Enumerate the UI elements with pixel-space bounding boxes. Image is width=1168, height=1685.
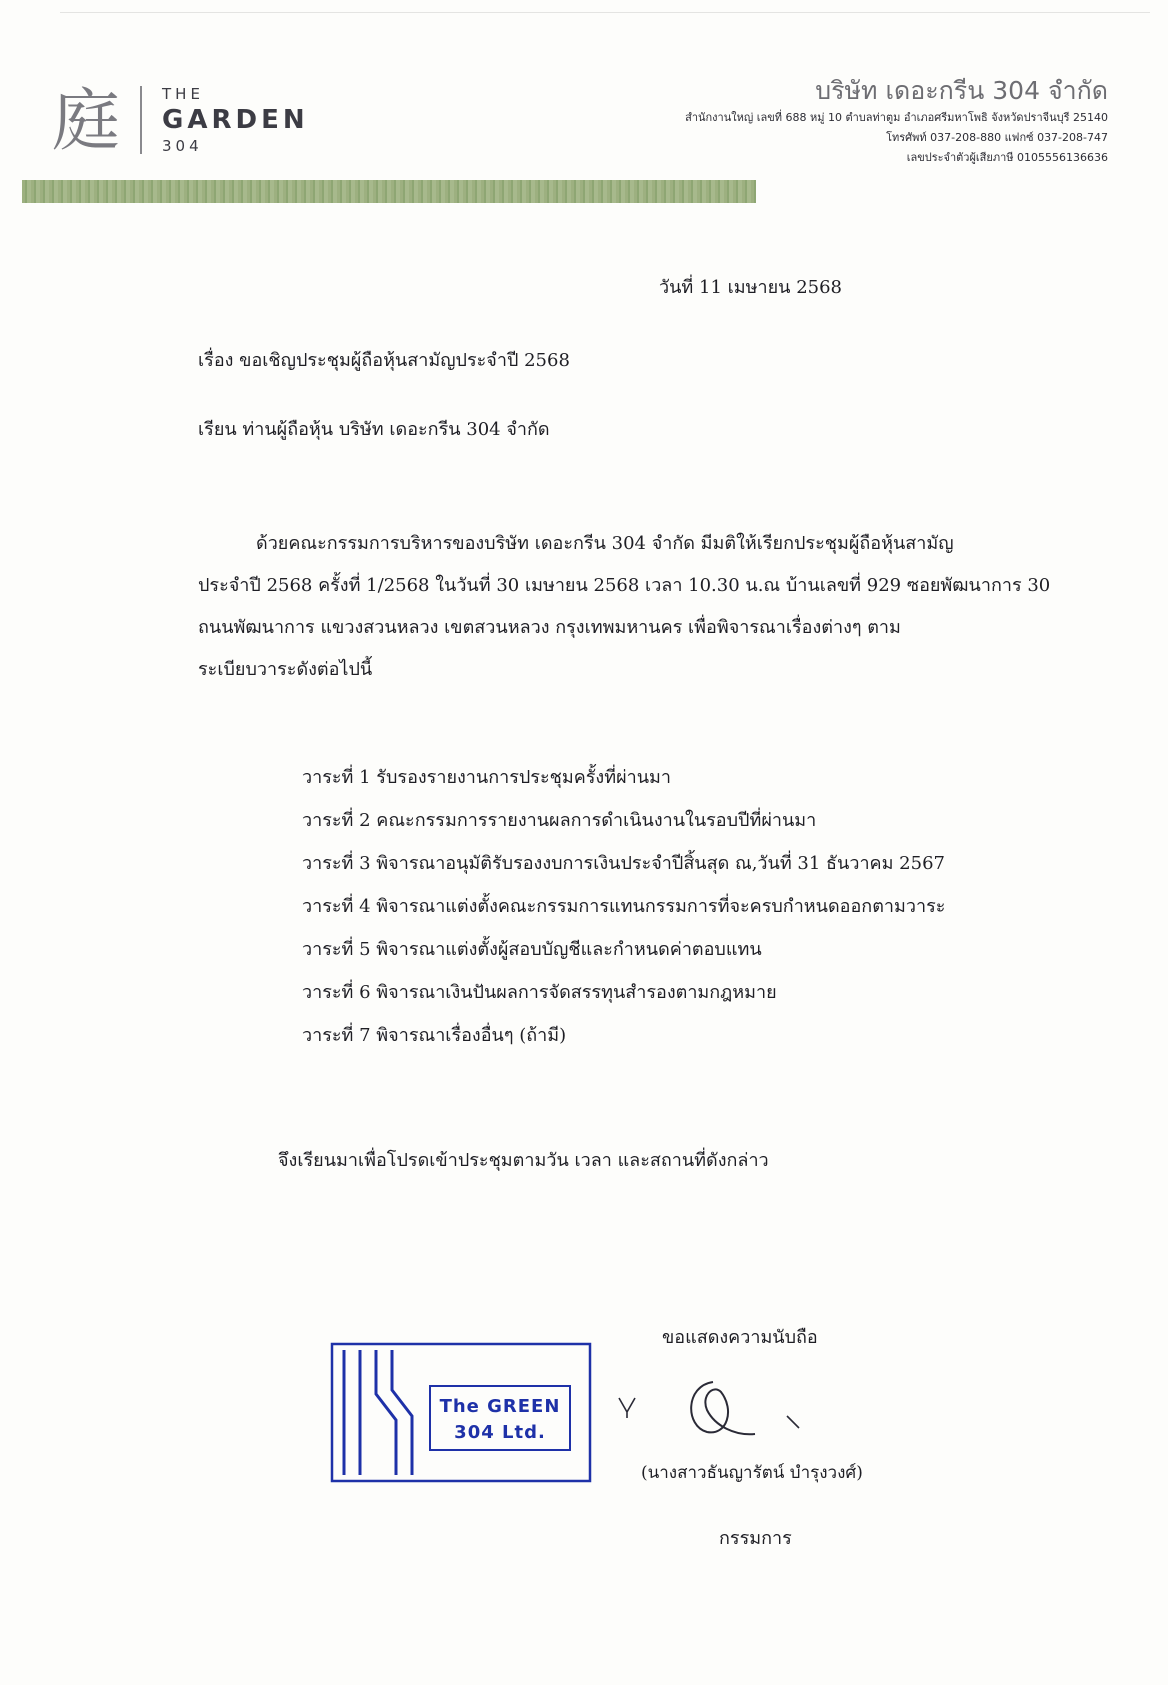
stamp-text bbox=[430, 1394, 570, 1446]
letter-date: วันที่ 11 เมษายน 2568 bbox=[659, 277, 842, 298]
company-address: สำนักงานใหญ่ เลขที่ 688 หมู่ 10 ตำบลท่าตูม อำเภอศรีมหาโพธิ จังหวัดปราจีนบุรี 25140 bbox=[685, 111, 1108, 124]
company-tax-id: เลขประจำตัวผู้เสียภาษี 0105556136636 bbox=[906, 151, 1108, 164]
paragraph-line: ประจำปี 2568 ครั้งที่ 1/2568 ในวันที่ 30 เมษายน 2568 เวลา 10.30 น.ณ บ้านเลขที่ 929 ซอยพัฒนาการ 30 bbox=[198, 575, 1051, 596]
top-rule bbox=[60, 12, 1150, 13]
stamp-line-1: The GREEN bbox=[439, 1396, 561, 1417]
agenda-item: วาระที่ 7 พิจารณาเรื่องอื่นๆ (ถ้ามี) bbox=[302, 1025, 567, 1046]
paragraph-line: ระเบียบวาระดังต่อไปนี้ bbox=[198, 659, 373, 680]
agenda-item: วาระที่ 1 รับรองรายงานการประชุมครั้งที่ผ่านมา bbox=[302, 767, 672, 788]
logo-the: THE bbox=[162, 85, 204, 103]
agenda-item: วาระที่ 4 พิจารณาแต่งตั้งคณะกรรมการแทนกรรมการที่จะครบกำหนดออกตามวาระ bbox=[302, 896, 946, 917]
agenda-item: วาระที่ 2 คณะกรรมการรายงานผลการดำเนินงานในรอบปีที่ผ่านมา bbox=[302, 810, 817, 831]
paragraph-line: ด้วยคณะกรรมการบริหารของบริษัท เดอะกรีน 304 จำกัด มีมติให้เรียกประชุมผู้ถือหุ้นสามัญ bbox=[256, 533, 954, 554]
signer-name: (นางสาวธันญารัตน์ บำรุงวงศ์) bbox=[641, 1463, 863, 1483]
logo-garden: GARDEN bbox=[162, 105, 309, 135]
agenda-list bbox=[302, 766, 945, 1067]
letter-recipient: เรียน ท่านผู้ถือหุ้น บริษัท เดอะกรีน 304 จำกัด bbox=[198, 419, 550, 440]
agenda-item: วาระที่ 3 พิจารณาอนุมัติรับรองงบการเงินประจำปีสิ้นสุด ณ,วันที่ 31 ธันวาคม 2567 bbox=[302, 853, 945, 874]
logo-mark-glyph: 庭 bbox=[52, 82, 121, 158]
agenda-item: วาระที่ 5 พิจารณาแต่งตั้งผู้สอบบัญชีและกำหนดค่าตอบแทน bbox=[302, 939, 762, 960]
company-phone-fax: โทรศัพท์ 037-208-880 แฟกซ์ 037-208-747 bbox=[886, 131, 1108, 144]
company-stamp bbox=[330, 1342, 592, 1483]
letter-regards: ขอแสดงความนับถือ bbox=[662, 1327, 818, 1348]
stamp-line-2: 304 Ltd. bbox=[454, 1422, 546, 1443]
logo-wordmark bbox=[162, 84, 309, 156]
letter-closing: จึงเรียนมาเพื่อโปรดเข้าประชุมตามวัน เวลา และสถานที่ดังกล่าว bbox=[278, 1150, 769, 1171]
company-info bbox=[685, 74, 1108, 168]
company-name: บริษัท เดอะกรีน 304 จำกัด bbox=[815, 76, 1108, 105]
logo-divider bbox=[140, 86, 142, 154]
logo-number: 304 bbox=[162, 137, 203, 155]
paragraph-line: ถนนพัฒนาการ แขวงสวนหลวง เขตสวนหลวง กรุงเทพมหานคร เพื่อพิจารณาเรื่องต่างๆ ตาม bbox=[198, 617, 901, 638]
signature-icon bbox=[615, 1378, 825, 1468]
letter-subject: เรื่อง ขอเชิญประชุมผู้ถือหุ้นสามัญประจำปี 2568 bbox=[198, 350, 570, 371]
agenda-item: วาระที่ 6 พิจารณาเงินปันผลการจัดสรรทุนสำรองตามกฎหมาย bbox=[302, 982, 777, 1003]
letter-paragraph bbox=[198, 523, 1050, 691]
garden-logo-mark bbox=[52, 78, 122, 158]
signer-position: กรรมการ bbox=[719, 1528, 792, 1549]
letterhead-green-band bbox=[22, 180, 756, 203]
